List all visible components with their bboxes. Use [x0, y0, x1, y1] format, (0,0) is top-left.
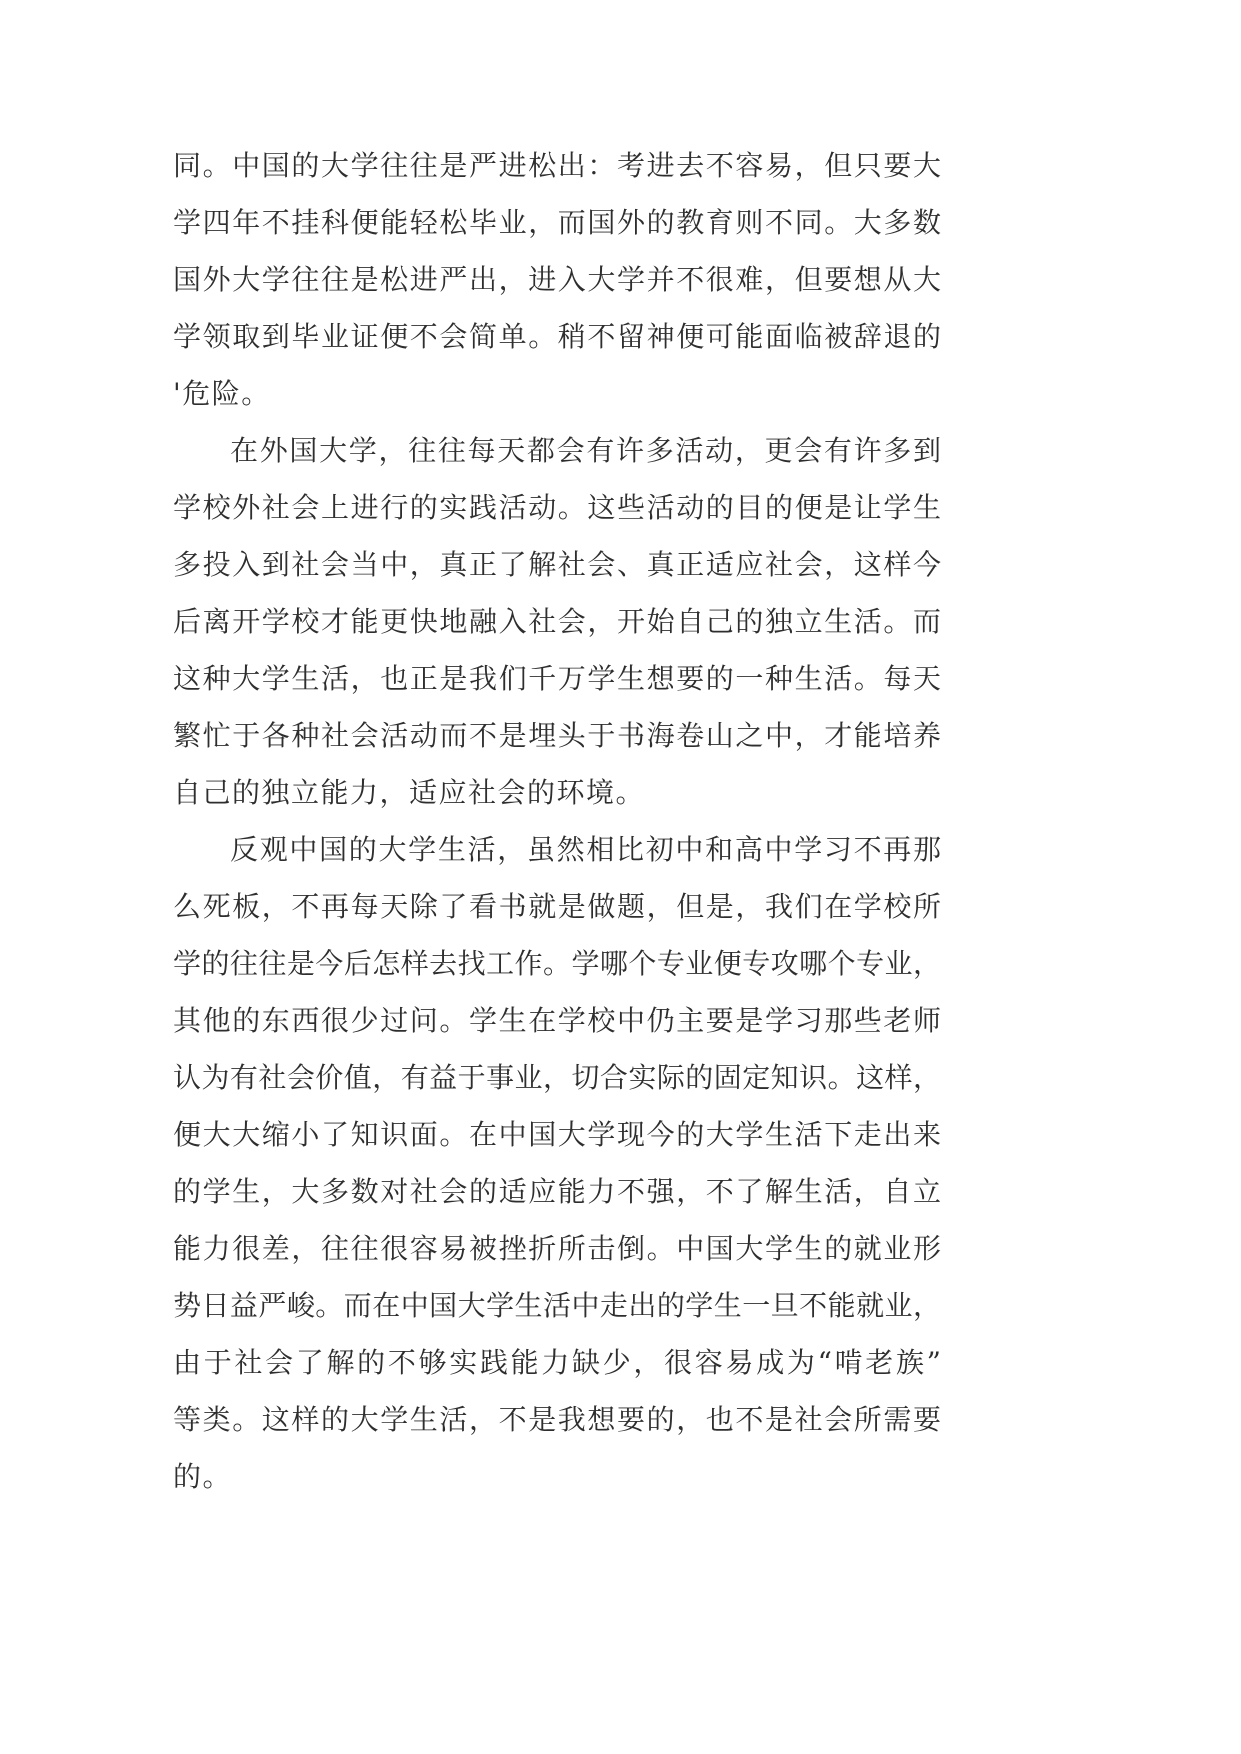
text-line: 这种大学生活，也正是我们千万学生想要的一种生活。每天	[173, 662, 941, 695]
text-line: 多投入到社会当中，真正了解社会、真正适应社会，这样今	[173, 548, 941, 581]
text-line: 由于社会了解的不够实践能力缺少，很容易成为“啃老族”	[173, 1346, 941, 1379]
text-line: 么死板，不再每天除了看书就是做题，但是，我们在学校所	[173, 890, 941, 923]
text-line: 认为有社会价值，有益于事业，切合实际的固定知识。这样，	[173, 1061, 941, 1094]
text-line: 同。中国的大学往往是严进松出：考进去不容易，但只要大	[173, 149, 941, 182]
text-line: 后离开学校才能更快地融入社会，开始自己的独立生活。而	[173, 605, 941, 638]
paragraph	[173, 137, 941, 422]
text-line: '危险。	[173, 377, 271, 410]
text-line: 反观中国的大学生活，虽然相比初中和高中学习不再那	[230, 833, 941, 866]
text-line: 学的往往是今后怎样去找工作。学哪个专业便专攻哪个专业，	[173, 947, 941, 980]
text-line: 自己的独立能力，适应社会的环境。	[173, 776, 646, 809]
paragraph	[173, 422, 941, 821]
text-line: 学校外社会上进行的实践活动。这些活动的目的便是让学生	[173, 491, 941, 524]
text-line: 繁忙于各种社会活动而不是埋头于书海卷山之中，才能培养	[173, 719, 941, 752]
text-line: 在外国大学，往往每天都会有许多活动，更会有许多到	[230, 434, 941, 467]
text-line: 的。	[173, 1460, 233, 1493]
text-line: 国外大学往往是松进严出，进入大学并不很难，但要想从大	[173, 263, 941, 296]
text-line: 其他的东西很少过问。学生在学校中仍主要是学习那些老师	[173, 1004, 941, 1037]
text-line: 便大大缩小了知识面。在中国大学现今的大学生活下走出来	[173, 1118, 941, 1151]
text-line: 等类。这样的大学生活，不是我想要的，也不是社会所需要	[173, 1403, 941, 1436]
text-line: 学四年不挂科便能轻松毕业，而国外的教育则不同。大多数	[173, 206, 941, 239]
text-line: 势日益严峻。而在中国大学生活中走出的学生一旦不能就业，	[173, 1289, 941, 1322]
text-line: 学领取到毕业证便不会简单。稍不留神便可能面临被辞退的	[173, 320, 941, 353]
text-line: 的学生，大多数对社会的适应能力不强，不了解生活，自立	[173, 1175, 941, 1208]
text-line: 能力很差，往往很容易被挫折所击倒。中国大学生的就业形	[173, 1232, 941, 1265]
paragraph	[173, 821, 941, 1505]
body-text	[173, 137, 941, 1505]
